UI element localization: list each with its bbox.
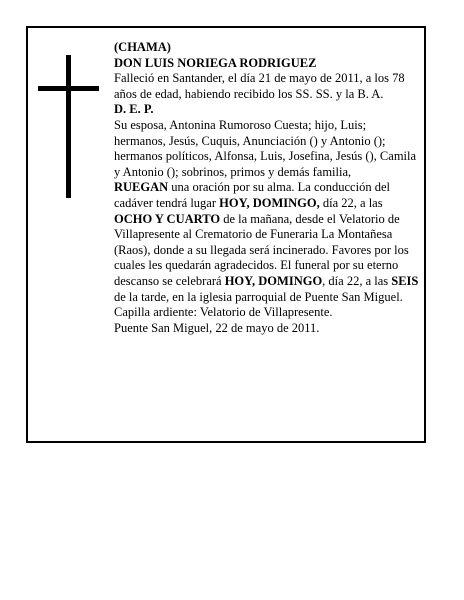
dep: D. E. P. [114, 102, 154, 117]
family-list: Su esposa, Antonina Rumoroso Cuesta; hijo, Luis; hermanos, Jesús, Cuquis, Anunciación () y Antonio (); hermanos políticos, Alfonsa, Luis, Josefina, Jesús (), Camila y Antonio (); sobrinos, primos y demás familia, [114, 117, 417, 179]
text-segment-3: de la mañana, desde el Velatorio de Villapresente al Crematorio de Funeraria La Montañesa (Raos), donde a su llegada será incinerado. Favores por los cuales les quedarán agradecidos. El funeral por su eterno descanso se celebrará [114, 211, 409, 288]
obituary-notice [26, 26, 426, 443]
deceased-name: DON LUIS NORIEGA RODRIGUEZ [114, 55, 317, 70]
text-segment-1: una oración por su alma. La conducción del cadáver tendrá lugar [114, 180, 390, 210]
closing-line: Puente San Miguel, 22 de mayo de 2011. [114, 320, 320, 335]
text-segment-4: , día 22, a las [322, 273, 392, 288]
notice-text [114, 40, 420, 336]
funeral-details [114, 118, 420, 321]
ocho-y-cuarto: OCHO Y CUARTO [114, 211, 221, 226]
text-segment-5: de la tarde, en la iglesia parroquial de Puente San Miguel. Capilla ardiente: Velatorio de Villapresente. [114, 289, 403, 320]
text-segment-2: día 22, a las [319, 195, 383, 210]
seis: SEIS [391, 273, 419, 288]
cross-vertical-bar [66, 55, 71, 198]
death-info: Falleció en Santander, el día 21 de mayo de 2011, a los 78 años de edad, habiendo recibido los SS. SS. y la B. A. [114, 71, 405, 101]
nickname: (CHAMA) [114, 40, 171, 54]
cross-horizontal-bar [38, 86, 99, 91]
ruegan: RUEGAN [114, 180, 169, 195]
hoy-domingo-1: HOY, DOMINGO, [219, 195, 320, 210]
hoy-domingo-2: HOY, DOMINGO [224, 273, 323, 288]
